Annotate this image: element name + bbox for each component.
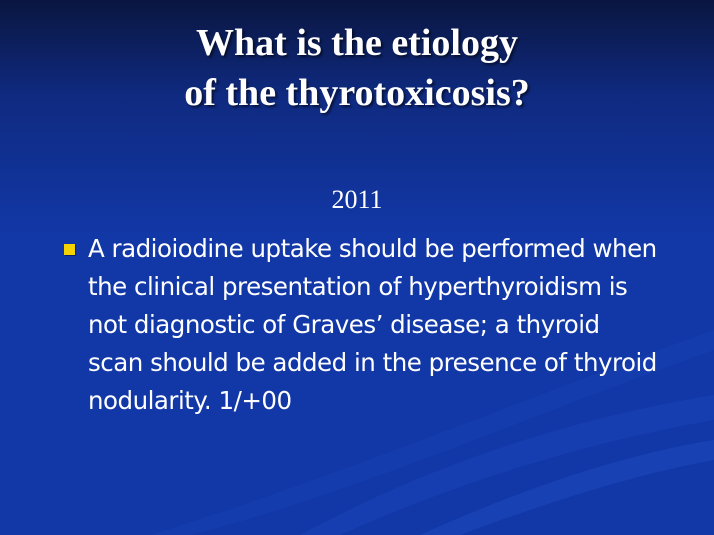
year-label: 2011 <box>331 185 383 214</box>
bullet-text: A radioiodine uptake should be performed when the clinical presentation of hyperthyroidism is not diagnostic of Graves’ disease; a thyroid scan should be added in the presence of thyroid nodularity. 1/+00 <box>88 234 657 415</box>
square-bullet-icon <box>64 244 75 255</box>
slide-title-line-2: of the thyrotoxicosis? <box>184 72 530 114</box>
slide-title-line-1: What is the etiology <box>196 22 518 64</box>
slide-title <box>0 18 714 118</box>
